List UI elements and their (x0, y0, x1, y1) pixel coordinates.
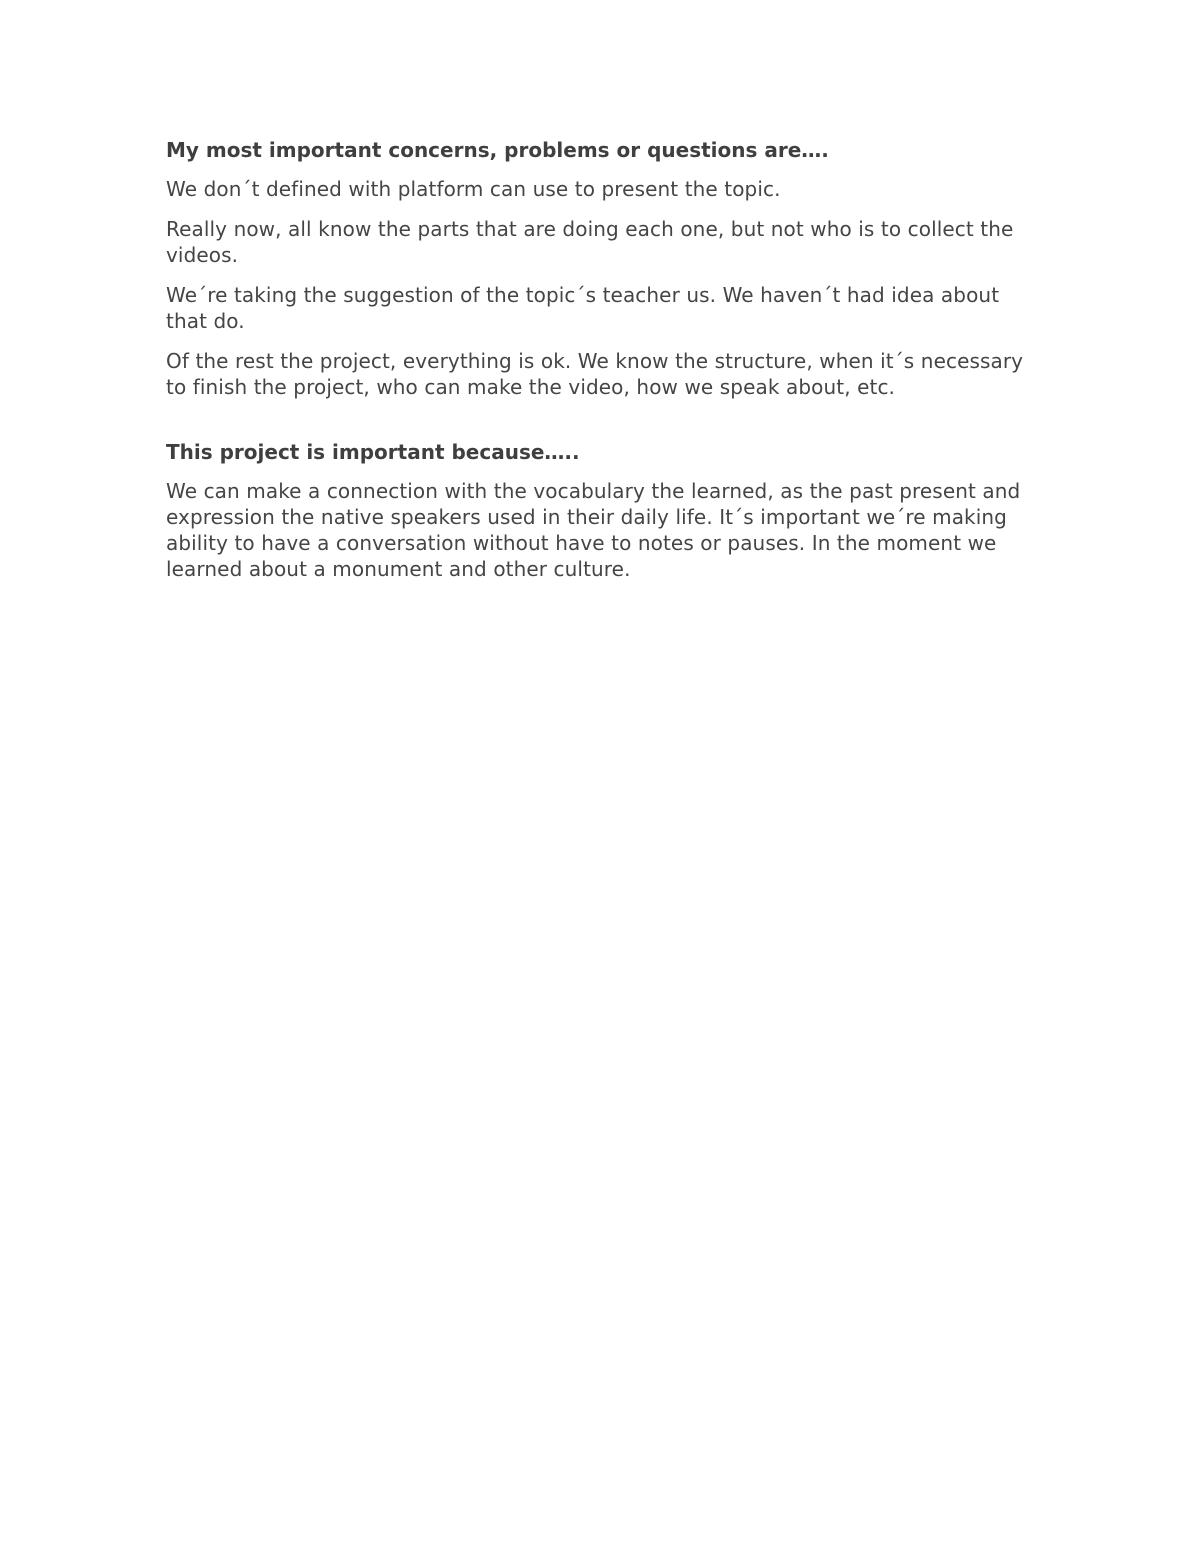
importance-paragraph-1: We can make a connection with the vocabulary the learned, as the past present and expression the native speakers used in their daily life. It´s important we´re making ability to have a conversation without have to notes or pauses. In the moment we learned about a monument and other culture. (166, 479, 1021, 581)
document-body (166, 136, 1026, 596)
concerns-paragraph-1: We don´t defined with platform can use to present the topic. (166, 177, 781, 201)
concerns-section (166, 136, 1026, 400)
concerns-paragraph-2: Really now, all know the parts that are doing each one, but not who is to collect the videos. (166, 217, 1014, 267)
importance-section (166, 438, 1026, 582)
importance-heading: This project is important because….. (166, 440, 580, 464)
concerns-paragraph-4: Of the rest the project, everything is ok. We know the structure, when it´s necessary to finish the project, who can make the video, how we speak about, etc. (166, 349, 1024, 399)
concerns-paragraph-3: We´re taking the suggestion of the topic´s teacher us. We haven´t had idea about that do. (166, 283, 1000, 333)
concerns-heading: My most important concerns, problems or questions are…. (166, 138, 829, 162)
